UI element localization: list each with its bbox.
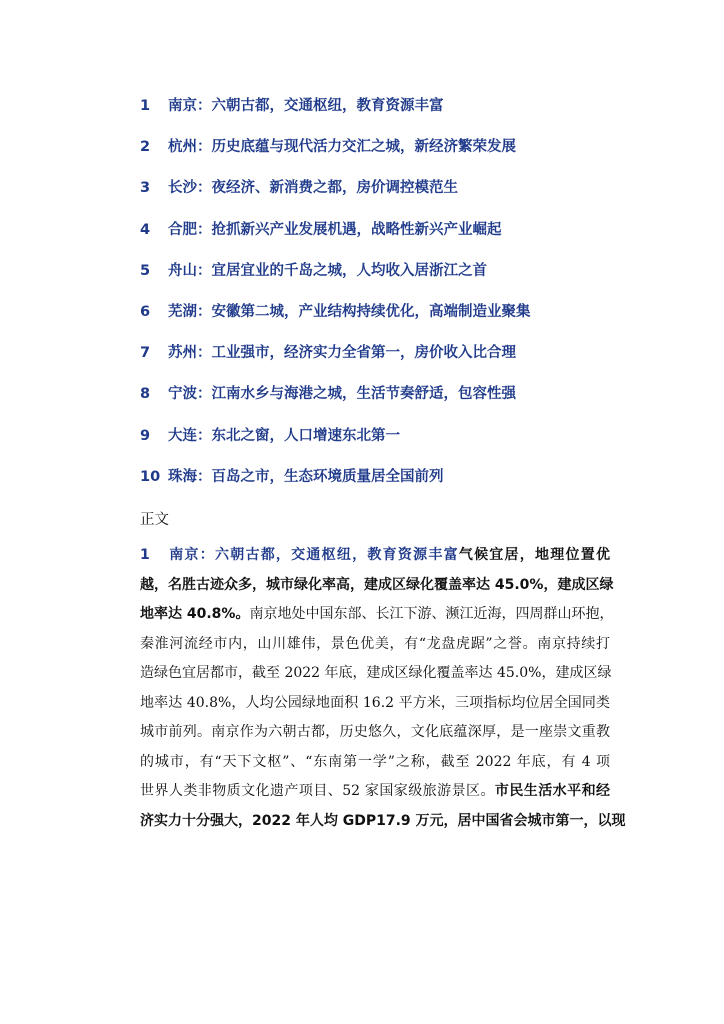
body-heading: 正文 <box>140 512 169 528</box>
article-text: 南京地处中国东部、长江下游、濒江近海，四周群山环抱， <box>249 606 614 622</box>
toc-item-number: 10 <box>140 468 161 485</box>
article-line: 城市前列。南京作为六朝古都，历史悠久，文化底蕴深厚，是一座崇文重教 <box>140 724 610 740</box>
toc-item-number: 6 <box>140 303 151 320</box>
table-of-contents <box>140 94 660 506</box>
toc-item-number: 3 <box>140 180 151 197</box>
article-line: 秦淮河流经市内，山川雄伟，景色优美，有“龙盘虎踞”之誉。南京持续打 <box>140 635 610 652</box>
article-bold-text: 市民生活水平和经 <box>494 783 611 799</box>
article-line: 的城市，有“天下文枢”、“东南第一学”之称，截至 2022 年底，有 4 项 <box>140 753 610 770</box>
toc-item <box>140 94 660 135</box>
toc-item-number: 1 <box>140 98 151 114</box>
toc-item-number: 4 <box>140 221 151 238</box>
toc-item-number: 7 <box>140 345 151 362</box>
article-section-title: 南京：六朝古都，交通枢纽，教育资源丰富 <box>168 547 459 563</box>
toc-item <box>140 259 660 300</box>
article-line <box>140 541 610 571</box>
toc-item-text: 苏州：工业强市，经济实力全省第一，房价收入比合理 <box>168 345 516 362</box>
toc-item <box>140 382 660 423</box>
article-line: 济实力十分强大，2022 年人均 GDP17.9 万元，居中国省会城市第一，以现 <box>140 812 626 829</box>
toc-item-text: 大连：东北之窗，人口增速东北第一 <box>168 427 400 444</box>
article-line: 地率达 40.8%，人均公园绿地面积 16.2 平方米，三项指标均位居全国同类 <box>140 694 610 711</box>
toc-item-text: 珠海：百岛之市，生态环境质量居全国前列 <box>168 468 444 485</box>
article-line <box>140 600 614 630</box>
article-section-number: 1 <box>140 547 150 563</box>
toc-item <box>140 176 660 217</box>
toc-item-text: 舟山：宜居宜业的千岛之城，人均收入居浙江之首 <box>168 262 487 279</box>
toc-item-text: 芜湖：安徽第二城，产业结构持续优化，高端制造业聚集 <box>168 303 531 320</box>
article-body <box>140 541 626 836</box>
toc-item-number: 9 <box>140 427 151 444</box>
toc-item-text: 宁波：江南水乡与海港之城，生活节奏舒适，包容性强 <box>168 386 516 403</box>
article-line <box>140 777 610 807</box>
article-bold-text: 地率达 40.8%。 <box>140 606 250 622</box>
article-text: 世界人类非物质文化遗产项目、52 家国家级旅游景区。 <box>140 783 495 799</box>
toc-item-number: 2 <box>140 139 151 156</box>
toc-item <box>140 465 660 506</box>
toc-item-text: 长沙：夜经济、新消费之都，房价调控模范生 <box>168 180 458 197</box>
toc-item <box>140 341 660 382</box>
toc-item-number: 8 <box>140 386 151 403</box>
article-line: 越，名胜古迹众多，城市绿化率高，建成区绿化覆盖率达 45.0%，建成区绿 <box>140 576 614 593</box>
toc-item-text: 合肥：抢抓新兴产业发展机遇，战略性新兴产业崛起 <box>168 221 502 238</box>
toc-item-text: 南京：六朝古都，交通枢纽，教育资源丰富 <box>168 98 444 114</box>
toc-item-number: 5 <box>140 262 151 279</box>
article-bold-text: 气候宜居，地理位置优 <box>458 547 610 563</box>
toc-item <box>140 424 660 465</box>
toc-item-text: 杭州：历史底蕴与现代活力交汇之城，新经济繁荣发展 <box>168 139 516 156</box>
toc-item <box>140 218 660 259</box>
toc-item <box>140 300 660 341</box>
toc-item <box>140 135 660 176</box>
article-line: 造绿色宜居都市，截至 2022 年底，建成区绿化覆盖率达 45.0%，建成区绿 <box>140 665 612 681</box>
